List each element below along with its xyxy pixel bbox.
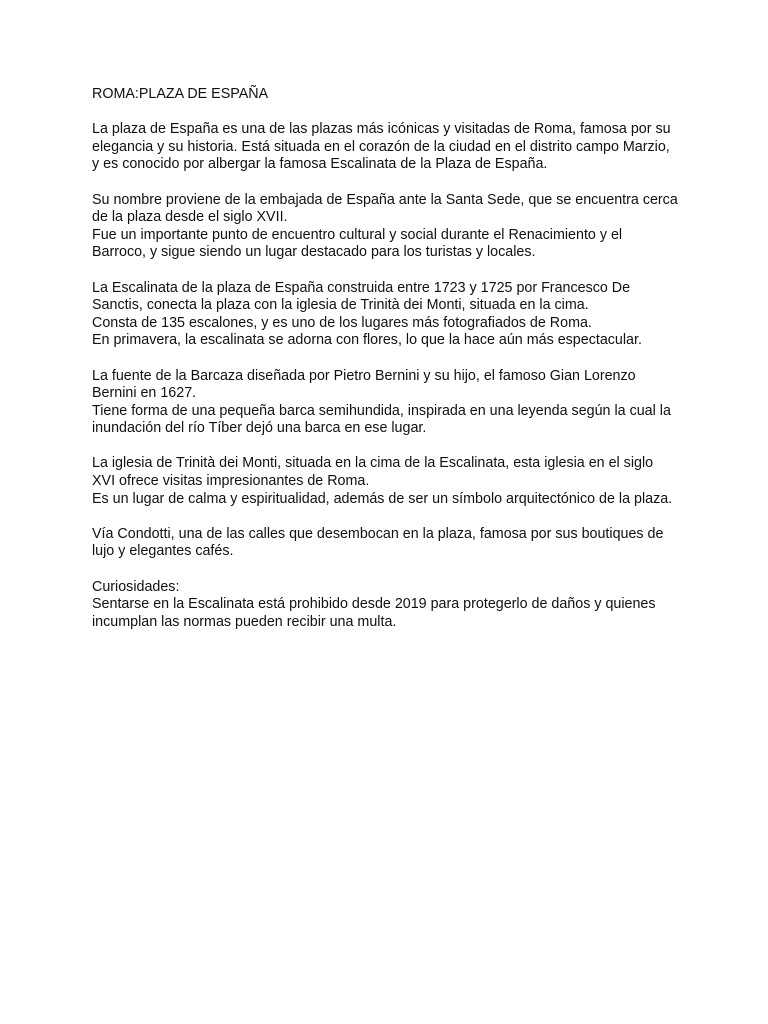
paragraph-line: Sanctis, conecta la plaza con la iglesia de Trinità dei Monti, situada en la cima.: [92, 297, 589, 314]
paragraph-line: y es conocido por albergar la famosa Escalinata de la Plaza de España.: [92, 156, 548, 173]
paragraph-line: En primavera, la escalinata se adorna con flores, lo que la hace aún más espectacular.: [92, 332, 642, 349]
paragraph-line: elegancia y su historia. Está situada en el corazón de la ciudad en el distrito campo Marzio,: [92, 138, 670, 155]
paragraph-line: Fue un importante punto de encuentro cultural y social durante el Renacimiento y el: [92, 226, 623, 243]
paragraph-line: de la plaza desde el siglo XVII.: [92, 209, 288, 226]
paragraph-line: Sentarse en la Escalinata está prohibido desde 2019 para protegerlo de daños y quienes: [92, 596, 656, 613]
paragraph-line: Es un lugar de calma y espiritualidad, además de ser un símbolo arquitectónico de la plaza.: [92, 490, 673, 507]
paragraph-escalinata: [92, 280, 692, 350]
paragraph-spacer: [92, 262, 692, 280]
document-title: ROMA:PLAZA DE ESPAÑA: [92, 86, 269, 102]
paragraph-line: Su nombre proviene de la embajada de España ante la Santa Sede, que se encuentra cerca: [92, 191, 678, 208]
paragraph-line: Curiosidades:: [92, 578, 180, 595]
paragraph-line: Consta de 135 escalones, y es uno de los lugares más fotografiados de Roma.: [92, 314, 592, 331]
paragraph-name-origin: [92, 192, 692, 262]
paragraph-line: incumplan las normas pueden recibir una multa.: [92, 613, 397, 630]
paragraph-fuente-barcaza: [92, 368, 692, 438]
paragraph-spacer: [92, 561, 692, 579]
paragraph-spacer: [92, 174, 692, 192]
paragraph-spacer: [92, 350, 692, 368]
paragraph-spacer: [92, 104, 692, 122]
paragraph-line: lujo y elegantes cafés.: [92, 543, 234, 560]
paragraph-spacer: [92, 508, 692, 526]
paragraph-via-condotti: [92, 526, 692, 561]
paragraph-line: Tiene forma de una pequeña barca semihundida, inspirada en una leyenda según la cual la: [92, 402, 671, 419]
paragraph-line: La fuente de la Barcaza diseñada por Pietro Bernini y su hijo, el famoso Gian Lorenzo: [92, 367, 636, 384]
paragraph-line: La plaza de España es una de las plazas más icónicas y visitadas de Roma, famosa por su: [92, 121, 671, 138]
paragraph-curiosidades: [92, 579, 692, 632]
paragraph-line: La Escalinata de la plaza de España construida entre 1723 y 1725 por Francesco De: [92, 279, 631, 296]
paragraph-line: XVI ofrece visitas impresionantes de Roma.: [92, 473, 370, 490]
paragraph-intro: [92, 121, 692, 174]
paragraph-line: Bernini en 1627.: [92, 385, 197, 402]
paragraph-spacer: [92, 438, 692, 456]
paragraph-line: Vía Condotti, una de las calles que desembocan en la plaza, famosa por sus boutiques de: [92, 525, 664, 542]
paragraph-line: Barroco, y sigue siendo un lugar destacado para los turistas y locales.: [92, 244, 536, 261]
paragraph-line: La iglesia de Trinità dei Monti, situada en la cima de la Escalinata, esta iglesia en el siglo: [92, 455, 654, 472]
paragraph-trinita-dei-monti: [92, 455, 692, 508]
paragraph-line: inundación del río Tíber dejó una barca en ese lugar.: [92, 420, 427, 437]
document-body: [92, 86, 692, 631]
